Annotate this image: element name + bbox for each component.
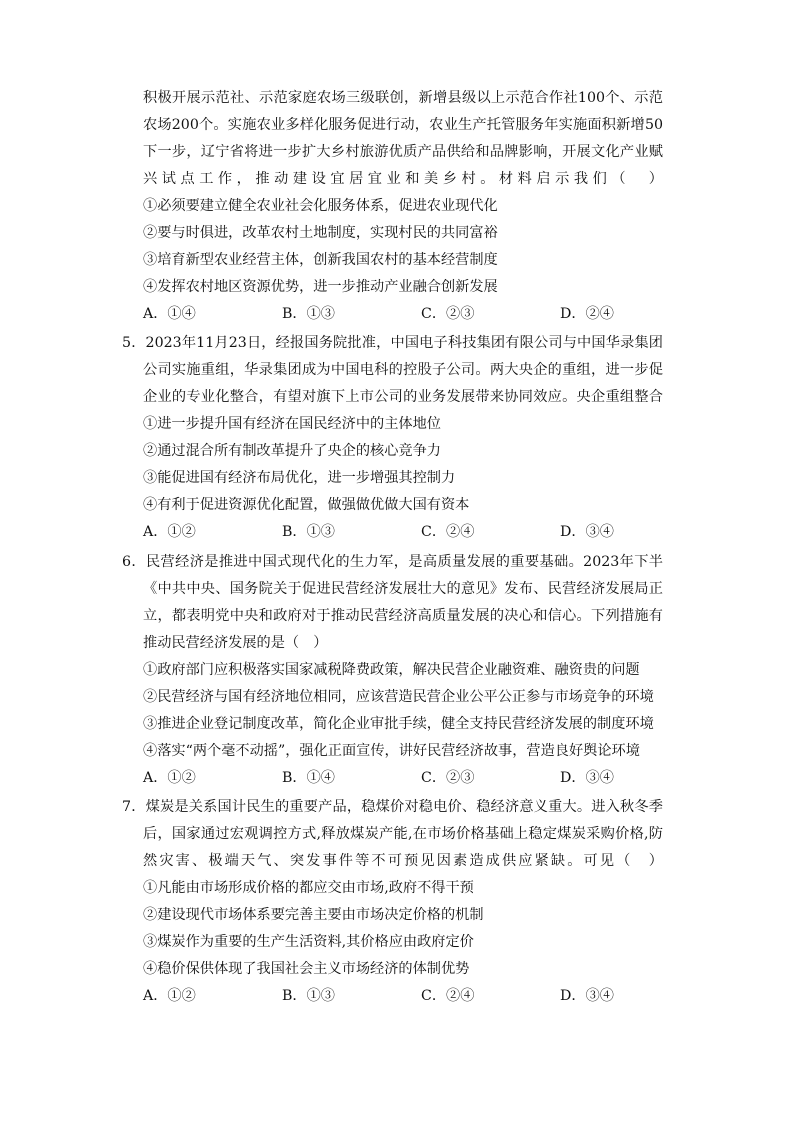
q5-option-c: C．②④ [421, 524, 475, 540]
q5-stem-line-1: 5．2023年11月23日，经报国务院批准，中国电子科技集团有限公司与中国华录集团 [122, 335, 663, 351]
q4-stem-line-1: 积极开展示范社、示范家庭农场三级联创，新增县级以上示范合作社100个、示范 [143, 90, 663, 106]
q5-option-a: A．①② [143, 524, 196, 540]
q4-statement-2: ②要与时俱进，改革农村土地制度，实现村民的共同富裕 [143, 225, 498, 241]
q6-option-b: B．①④ [282, 770, 335, 786]
q5-options [143, 522, 663, 542]
q6-option-d: D．③④ [560, 770, 614, 786]
q5-statement-3: ③能促进国有经济布局优化，进一步增强其控制力 [143, 470, 456, 486]
q6-option-c: C．②③ [421, 770, 475, 786]
q4-statement-1: ①必须要建立健全农业社会化服务体系，促进农业现代化 [143, 198, 498, 214]
q6-statement-1: ①政府部门应积极落实国家减税降费政策，解决民营企业融资难、融资贵的问题 [143, 662, 640, 678]
q4-option-d: D．②④ [560, 306, 614, 322]
q6-stem-line-4: 推动民营经济发展的是（ ） [143, 635, 328, 651]
q6-statement-4: ④落实“两个毫不动摇”，强化正面宣传，讲好民营经济故事，营造良好舆论环境 [143, 743, 640, 759]
q4-stem-line-3: 下一步，辽宁省将进一步扩大乡村旅游优质产品供给和品牌影响，开展文化产业赋 [143, 144, 663, 160]
q7-options [143, 986, 663, 1006]
q5-statement-4: ④有利于促进资源优化配置，做强做优做大国有资本 [143, 497, 470, 513]
q4-option-c: C．②③ [421, 306, 475, 322]
q7-statement-3: ③煤炭作为重要的生产生活资料,其价格应由政府定价 [143, 934, 474, 950]
q5-option-d: D．③④ [560, 524, 614, 540]
q7-stem-line-3: 然灾害、极端天气、突发事件等不可预见因素造成供应紧缺。可见（ ） [143, 853, 663, 869]
q5-option-b: B．①③ [282, 524, 335, 540]
q6-option-a: A．①② [143, 770, 196, 786]
q7-statement-1: ①凡能由市场形成价格的都应交由市场,政府不得干预 [143, 880, 474, 896]
q6-options [143, 768, 663, 788]
q4-option-b: B．①③ [282, 306, 335, 322]
q5-statement-2: ②通过混合所有制改革提升了央企的核心竞争力 [143, 443, 441, 459]
q7-option-d: D．③④ [560, 988, 614, 1004]
q4-options [143, 304, 663, 324]
q5-statement-1: ①进一步提升国有经济在国民经济中的主体地位 [143, 416, 441, 432]
q7-option-c: C．②④ [421, 988, 475, 1004]
q7-stem-line-1: 7．煤炭是关系国计民生的重要产品，稳煤价对稳电价、稳经济意义重大。进入秋冬季 [122, 799, 663, 815]
q7-option-a: A．①② [143, 988, 196, 1004]
q4-statement-3: ③培育新型农业经营主体，创新我国农村的基本经营制度 [143, 252, 498, 268]
q5-stem-line-2: 公司实施重组，华录集团成为中国电科的控股子公司。两大央企的重组，进一步促 [143, 362, 663, 378]
q5-stem-line-3: 企业的专业化整合，有望对旗下上市公司的业务发展带来协同效应。央企重组整合 [143, 389, 663, 405]
q6-stem-line-1: 6．民营经济是推进中国式现代化的生力军，是高质量发展的重要基础。2023年下半 [122, 554, 663, 570]
q4-statement-4: ④发挥农村地区资源优势，进一步推动产业融合创新发展 [143, 279, 498, 295]
q4-stem-line-4: 兴试点工作，推动建设宜居宜业和美乡村。材料启示我们（ ） [143, 171, 663, 187]
q6-statement-3: ③推进企业登记制度改革，简化企业审批手续，健全支持民营经济发展的制度环境 [143, 716, 654, 732]
q7-statement-4: ④稳价保供体现了我国社会主义市场经济的体制优势 [143, 961, 470, 977]
q7-statement-2: ②建设现代市场体系要完善主要由市场决定价格的机制 [143, 907, 484, 923]
q7-stem-line-2: 后，国家通过宏观调控方式,释放煤炭产能,在市场价格基础上稳定煤炭采购价格,防 [143, 826, 663, 842]
q6-stem-line-3: 立，都表明党中央和政府对于推动民营经济高质量发展的决心和信心。下列措施有 [143, 608, 663, 624]
q4-stem-line-2: 农场200个。实施农业多样化服务促进行动，农业生产托管服务年实施面积新增50 [143, 117, 663, 133]
q6-statement-2: ②民营经济与国有经济地位相同，应该营造民营企业公平公正参与市场竞争的环境 [143, 689, 654, 705]
q7-option-b: B．①③ [282, 988, 335, 1004]
q4-option-a: A．①④ [143, 306, 196, 322]
q6-stem-line-2: 《中共中央、国务院关于促进民营经济发展壮大的意见》发布、民营经济发展局正 [143, 581, 663, 597]
